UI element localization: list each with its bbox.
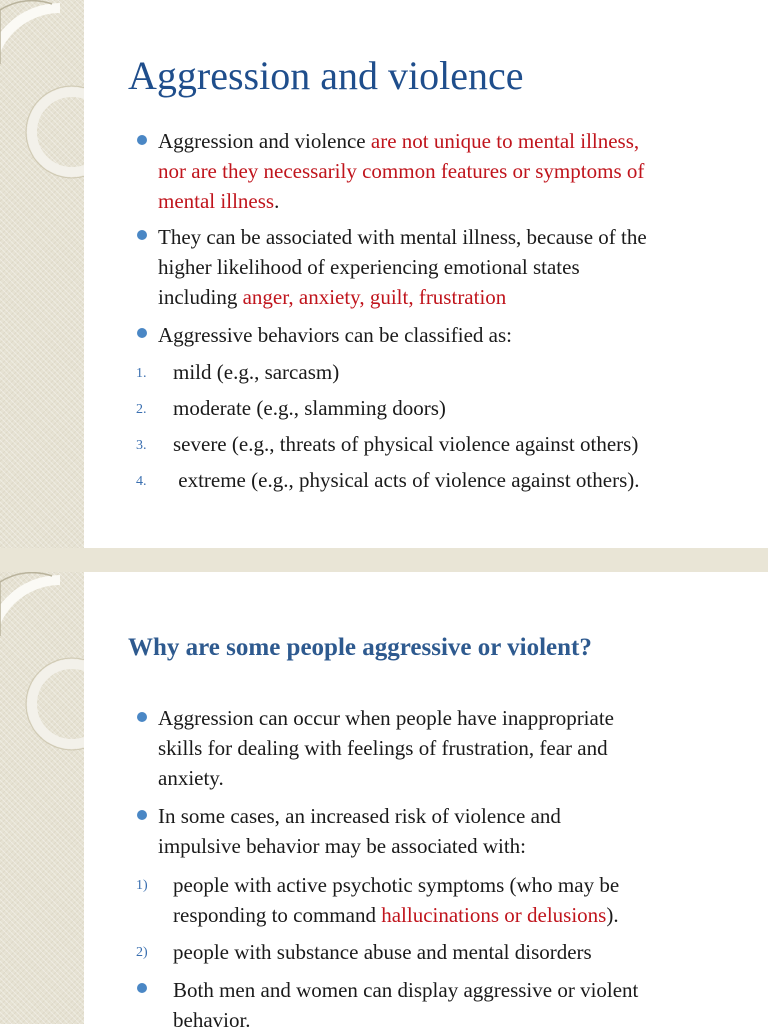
list-number: 3. (136, 438, 147, 453)
text-line: Both men and women can display aggressive or violent (173, 978, 639, 1002)
text-line: They can be associated with mental illness, because of the (158, 225, 647, 249)
text-line: people with active psychotic symptoms (who may be (173, 873, 620, 897)
list-item-text: severe (e.g., threats of physical violence against others) (173, 432, 639, 456)
decorative-circles-icon (0, 572, 84, 1024)
list-number: 2. (136, 402, 147, 417)
list-number: 4. (136, 474, 147, 489)
list-item-text (173, 870, 619, 930)
text-line: nor are they necessarily common features or symptoms of (158, 159, 645, 183)
text-line: responding to command hallucinations or delusions). (173, 903, 619, 927)
slide-separator (0, 548, 768, 572)
decorative-side-band (0, 0, 84, 548)
text-line: higher likelihood of experiencing emotional states (158, 255, 580, 279)
bullet-dot-icon (137, 810, 147, 820)
text-line: including anger, anxiety, guilt, frustration (158, 285, 507, 309)
list-item-text: mild (e.g., sarcasm) (173, 360, 340, 384)
bullet-text (158, 703, 614, 793)
bullet-dot-icon (137, 230, 147, 240)
text-line: Aggressive behaviors can be classified as: (158, 323, 512, 347)
text-line: skills for dealing with feelings of frustration, fear and (158, 736, 608, 760)
bullet-text (158, 801, 561, 861)
decorative-circles-icon (0, 0, 84, 548)
text-line: impulsive behavior may be associated with: (158, 834, 526, 858)
text-line: mental illness. (158, 189, 280, 213)
text-line: Aggression can occur when people have inappropriate (158, 706, 614, 730)
bullet-text (158, 222, 647, 312)
bullet-text (158, 126, 644, 216)
bullet-text (158, 320, 512, 350)
bullet-dot-icon (137, 135, 147, 145)
bullet-dot-icon (137, 328, 147, 338)
list-item-text: moderate (e.g., slamming doors) (173, 396, 446, 420)
text-line: Aggression and violence are not unique to mental illness, (158, 129, 640, 153)
slide-2-title: Why are some people aggressive or violent? (128, 634, 592, 661)
list-item-text (173, 937, 592, 967)
list-number: 1) (136, 878, 148, 893)
bullet-dot-icon (137, 983, 147, 993)
list-item-text: extreme (e.g., physical acts of violence against others). (173, 468, 640, 492)
text-line: people with substance abuse and mental disorders (173, 940, 592, 964)
bullet-dot-icon (137, 712, 147, 722)
text-line: anxiety. (158, 766, 224, 790)
slide-title: Aggression and violence (128, 53, 524, 98)
decorative-side-band (0, 572, 84, 1024)
text-line: behavior. (173, 1008, 251, 1032)
list-number: 2) (136, 945, 148, 960)
bullet-text (173, 975, 638, 1035)
text-line: In some cases, an increased risk of violence and (158, 804, 561, 828)
list-number: 1. (136, 366, 147, 381)
